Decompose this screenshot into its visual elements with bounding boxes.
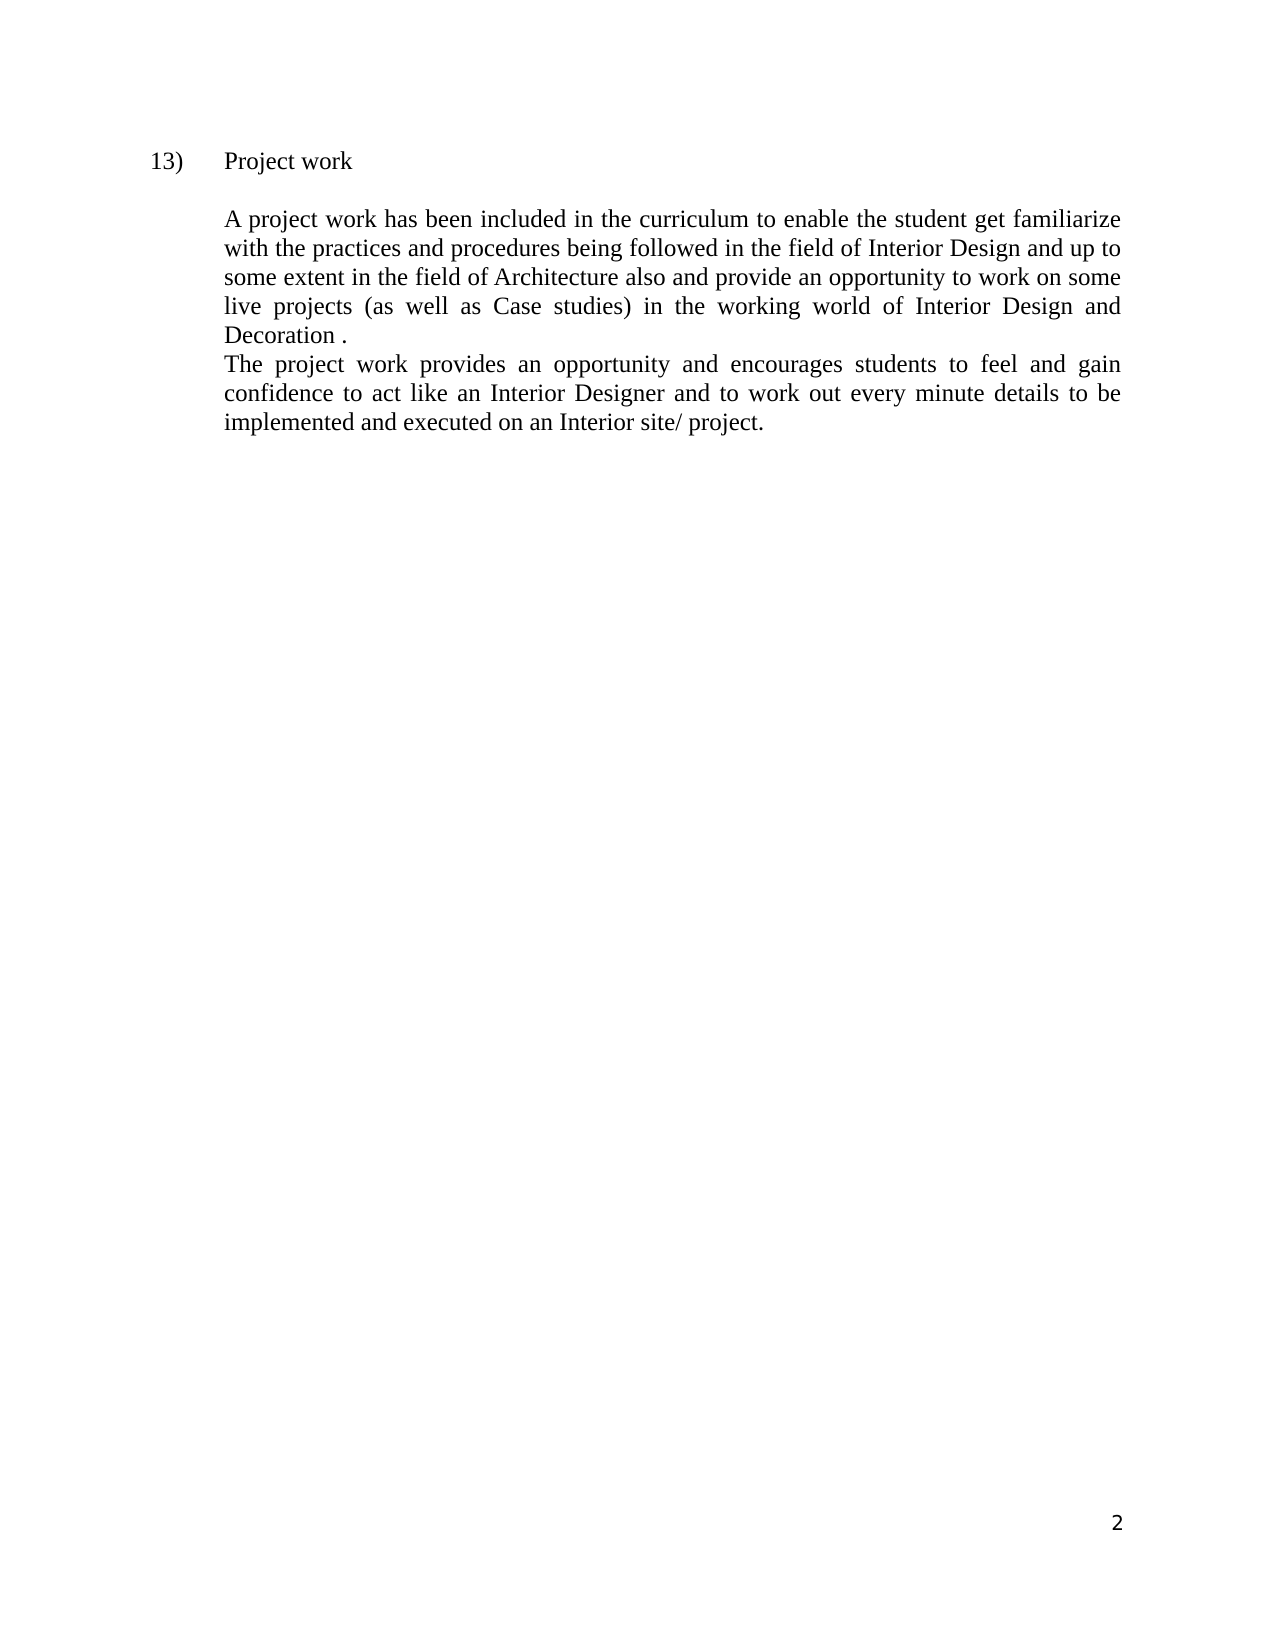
page-number: 2 bbox=[1111, 1511, 1124, 1535]
paragraph-1: A project work has been included in the curriculum to enable the student get familiarize with the practices and procedures being followed in the field of Interior Design and up to some extent in the field of Architecture also and provide an opportunity to work on some live projects (as well as Case studies) in the working world of Interior Design and Decoration . bbox=[224, 206, 1121, 349]
section-title: Project work bbox=[224, 148, 353, 175]
section-number: 13) bbox=[150, 148, 184, 175]
paragraph-2: The project work provides an opportunity and encourages students to feel and gain confidence to act like an Interior Designer and to work out every minute details to be implemented and executed on an Interior site/ project. bbox=[224, 351, 1121, 436]
section-body bbox=[224, 205, 1121, 437]
